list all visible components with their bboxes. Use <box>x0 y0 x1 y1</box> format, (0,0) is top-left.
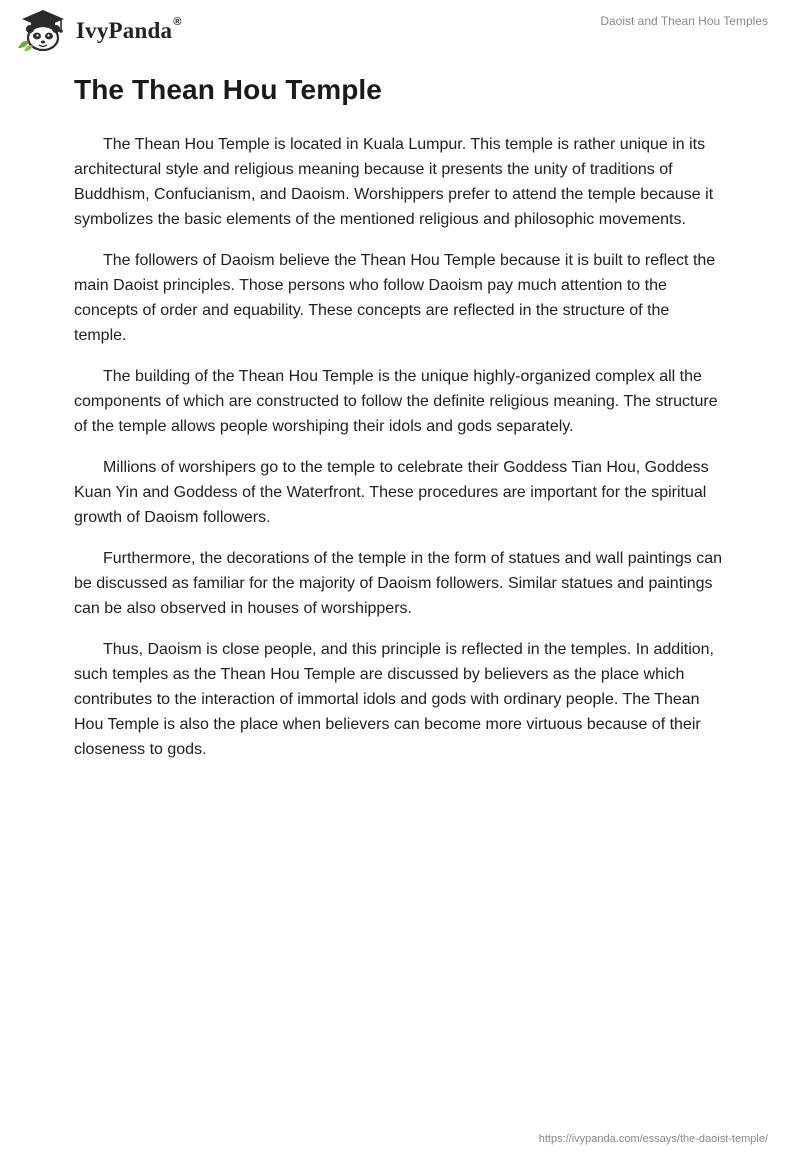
document-header-title: Daoist and Thean Hou Temples <box>600 14 768 28</box>
panda-graduate-icon <box>14 8 72 52</box>
paragraph: The Thean Hou Temple is located in Kuala Lumpur. This temple is rather unique in its architectural style and religious meaning because it presents the unity of traditions of Buddhism, Confucianism, and Daoism. Worshippers prefer to attend the temple because it symbolizes the basic elements of the mentioned religious and philosophic movements. <box>74 136 714 228</box>
paragraph: The followers of Daoism believe the Thean Hou Temple because it is built to reflect the main Daoist principles. Those persons who follow Daoism pay much attention to the concepts of order and equability. These concepts are reflected in the structure of the temple. <box>74 252 716 344</box>
page-title: The Thean Hou Temple <box>74 74 382 105</box>
paragraph: The building of the Thean Hou Temple is the unique highly-organized complex all the components of which are constructed to follow the definite religious meaning. The structure of the temple allows people worshiping their idols and gods separately. <box>74 368 718 435</box>
paragraph: Thus, Daoism is close people, and this principle is reflected in the temples. In addition, such temples as the Thean Hou Temple are discussed by believers as the place which contributes to the interaction of immortal idols and gods with ordinary people. The Thean Hou Temple is also the place when believers can become more virtuous because of their closeness to gods. <box>74 641 714 758</box>
paragraph: Millions of worshipers go to the temple to celebrate their Goddess Tian Hou, Goddess Kuan Yin and Goddess of the Waterfront. These procedures are important for the spiritual growth of Daoism followers. <box>74 459 709 526</box>
paragraph: Furthermore, the decorations of the temple in the form of statues and wall paintings can be discussed as familiar for the majority of Daoism followers. Similar statues and paintings can be also observed in houses of worshippers. <box>74 550 722 617</box>
ivypanda-logo[interactable] <box>14 8 182 52</box>
registered-mark: ® <box>173 16 182 28</box>
brand-name: IvyPanda® <box>76 16 182 43</box>
page-header <box>0 0 800 60</box>
article-body <box>74 132 724 778</box>
source-url[interactable]: https://ivypanda.com/essays/the-daoist-temple/ <box>538 1133 768 1145</box>
